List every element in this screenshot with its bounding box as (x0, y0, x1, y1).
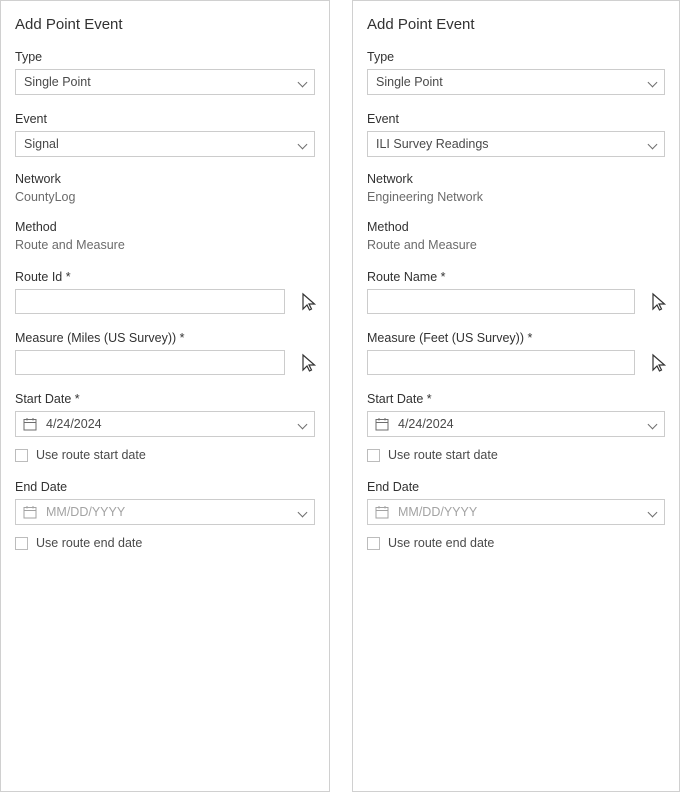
use-route-end-date-checkbox-row[interactable] (367, 535, 665, 551)
network-label: Network (15, 172, 61, 186)
start-date-input[interactable] (15, 411, 315, 437)
end-date-input[interactable] (15, 499, 315, 525)
calendar-icon (375, 417, 389, 431)
route-name-row (367, 289, 665, 314)
panel-title: Add Point Event (15, 16, 123, 33)
chevron-down-icon (299, 141, 307, 149)
type-select[interactable] (367, 69, 665, 95)
chevron-down-icon (299, 509, 307, 517)
method-label: Method (367, 220, 409, 234)
route-id-row (15, 289, 315, 314)
network-value: CountyLog (15, 190, 76, 204)
measure-row (15, 350, 315, 375)
end-date-input[interactable] (367, 499, 665, 525)
method-label: Method (15, 220, 57, 234)
use-route-start-date-checkbox[interactable] (15, 449, 28, 462)
use-route-start-date-label: Use route start date (388, 448, 498, 462)
type-label: Type (367, 50, 395, 64)
end-date-label: End Date (15, 480, 68, 494)
add-point-event-panel-left (0, 0, 330, 792)
route-name-label: Route Name * (367, 270, 446, 284)
method-value: Route and Measure (15, 238, 125, 252)
chevron-down-icon (649, 79, 657, 87)
start-date-label: Start Date * (367, 392, 432, 406)
use-route-end-date-label: Use route end date (388, 536, 495, 550)
chevron-down-icon (649, 421, 657, 429)
chevron-down-icon (649, 141, 657, 149)
route-name-input[interactable] (367, 289, 635, 314)
method-value: Route and Measure (367, 238, 477, 252)
network-label: Network (367, 172, 413, 186)
chevron-down-icon (649, 509, 657, 517)
type-select[interactable] (15, 69, 315, 95)
add-point-event-panel-right (352, 0, 680, 792)
chevron-down-icon (299, 79, 307, 87)
start-date-value: 4/24/2024 (46, 417, 102, 431)
event-select[interactable] (367, 131, 665, 157)
select-on-map-icon[interactable] (293, 352, 315, 374)
select-on-map-icon[interactable] (643, 291, 665, 313)
use-route-start-date-label: Use route start date (36, 448, 146, 462)
calendar-icon (23, 505, 37, 519)
select-on-map-icon[interactable] (643, 352, 665, 374)
event-select-value: Signal (24, 137, 59, 151)
type-label: Type (15, 50, 43, 64)
panel-title: Add Point Event (367, 16, 475, 33)
use-route-end-date-checkbox-row[interactable] (15, 535, 315, 551)
select-on-map-icon[interactable] (293, 291, 315, 313)
type-select-value: Single Point (376, 75, 443, 89)
start-date-input[interactable] (367, 411, 665, 437)
start-date-label: Start Date * (15, 392, 80, 406)
calendar-icon (375, 505, 389, 519)
type-select-value: Single Point (24, 75, 91, 89)
measure-label: Measure (Feet (US Survey)) * (367, 331, 533, 345)
chevron-down-icon (299, 421, 307, 429)
measure-input[interactable] (15, 350, 285, 375)
end-date-label: End Date (367, 480, 420, 494)
event-label: Event (367, 112, 399, 126)
measure-label: Measure (Miles (US Survey)) * (15, 331, 185, 345)
network-value: Engineering Network (367, 190, 484, 204)
event-select[interactable] (15, 131, 315, 157)
event-label: Event (15, 112, 47, 126)
measure-row (367, 350, 665, 375)
route-id-input[interactable] (15, 289, 285, 314)
use-route-start-date-checkbox-row[interactable] (15, 447, 315, 463)
start-date-value: 4/24/2024 (398, 417, 454, 431)
end-date-value: MM/DD/YYYY (398, 505, 478, 519)
use-route-start-date-checkbox[interactable] (367, 449, 380, 462)
calendar-icon (23, 417, 37, 431)
measure-input[interactable] (367, 350, 635, 375)
use-route-end-date-checkbox[interactable] (367, 537, 380, 550)
use-route-end-date-checkbox[interactable] (15, 537, 28, 550)
route-id-label: Route Id * (15, 270, 71, 284)
use-route-end-date-label: Use route end date (36, 536, 143, 550)
use-route-start-date-checkbox-row[interactable] (367, 447, 665, 463)
end-date-value: MM/DD/YYYY (46, 505, 126, 519)
event-select-value: ILI Survey Readings (376, 137, 489, 151)
